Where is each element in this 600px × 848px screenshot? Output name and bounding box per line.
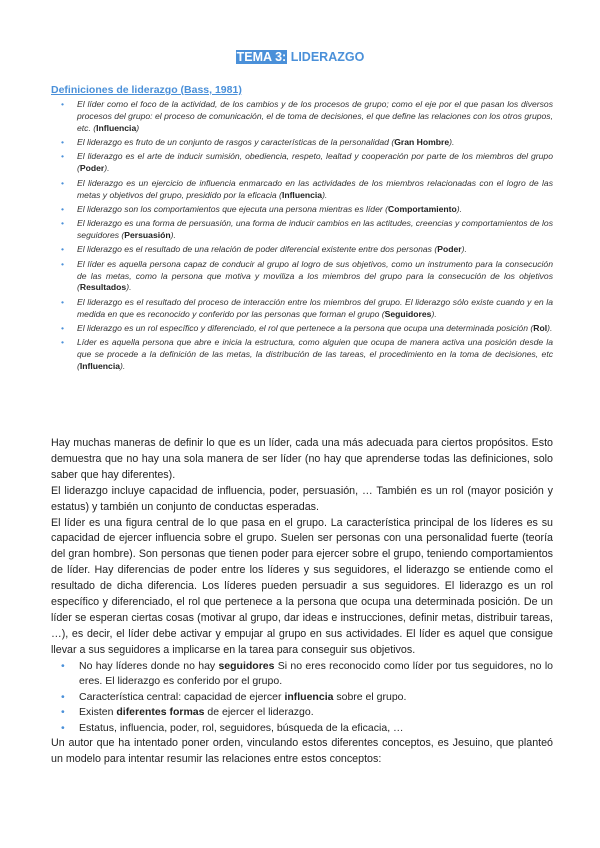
paragraph: Un autor que ha intentado poner orden, vinculando estos diferentes conceptos, es Jesuino, que planteó un modelo para intentar resumir las relaciones entre estos conceptos: — [51, 737, 553, 766]
definition-item: • El liderazgo es fruto de un conjunto de rasgos y características de la personalidad (Gran Hombre). — [61, 137, 455, 148]
definitions-list — [51, 99, 553, 375]
bullet-icon: • — [61, 337, 65, 348]
definition-item: • El líder es aquella persona capaz de conducir al grupo al logro de sus objetivos, como un instrumento para la consecución de las metas, como la persona que motiva y moviliza a los miembros del grupo para la consecución de los objetivos (Resultados). — [61, 258, 553, 293]
bullet-icon: • — [61, 296, 65, 307]
bullet-icon: • — [61, 258, 65, 269]
section-heading: Definiciones de liderazgo (Bass, 1981) — [51, 84, 242, 96]
definition-item: • El liderazgo es un ejercicio de influencia enmarcado en las actividades de los miembros relacionadas con el logro de las metas y objetivos del grupo, presidido por la eficacia (Influencia). — [61, 177, 553, 200]
summary-item: • Estatus, influencia, poder, rol, seguidores, búsqueda de la eficacia, … — [51, 721, 553, 737]
summary-item: • No hay líderes donde no hay seguidores Si no eres reconocido como líder por tus seguidores, no lo eres. El liderazgo es conferido por el grupo. — [61, 659, 553, 688]
definition-item: • El liderazgo es una forma de persuasión, una forma de inducir cambios en las actitudes, creencias y comportamientos de los seguidores (Persuasión). — [61, 218, 553, 241]
definition-item: • El liderazgo es el resultado de una relación de poder diferencial existente entre dos personas (Poder). — [61, 244, 467, 255]
summary-list — [51, 659, 553, 737]
bullet-icon: • — [61, 151, 65, 162]
body-text — [51, 436, 553, 768]
bullet-icon: • — [61, 659, 65, 672]
title-text: LIDERAZGO — [287, 50, 365, 64]
bullet-icon: • — [61, 177, 65, 188]
definition-item: • Líder es aquella persona que abre e inicia la estructura, como alguien que ocupa de manera activa una posición desde la que se procede a la definición de las metas, la distribución de las tareas, el procedimiento en la toma de decisiones, etc (Influencia). — [61, 337, 553, 372]
definition-item: • El líder como el foco de la actividad, de los cambios y de los procesos de grupo; como el eje por el que pasan los diversos procesos del grupo: el proceso de comunicación, el de toma de decisiones, el que define las relaciones con los otros grupos, etc. (Influencia) — [61, 99, 553, 133]
title-highlight: TEMA 3: — [236, 50, 287, 64]
bullet-icon: • — [61, 322, 65, 333]
paragraph: El líder es una figura central de lo que pasa en el grupo. La característica principal de los líderes es su capacidad de ejercer influencia sobre el grupo. Suelen ser personas con una personalidad fuerte (teoría del gran hombre). Son personas que tienen poder para ejercer sobre el grupo, teniendo comportamientos de líder. Hay diferencias de poder entre los líderes y sus seguidores, el liderazgo se entiende como el resultado de dicha diferencia. Los líderes pueden persuadir a sus seguidores. El liderazgo es un rol específico y diferenciado, el rol que pertenece a la persona que ocupa una determinada posición. De un líder se esperan ciertas cosas (motivar al grupo, dar ideas e instrucciones, definir metas, distribuir tareas, …), es decir, el líder debe activar y empujar al grupo en sus actividades. El líder es aquel que consigue llevar a sus seguidores a implicarse en la tarea para conseguir sus objetivos. — [51, 516, 553, 656]
bullet-icon: • — [61, 721, 65, 734]
paragraph: Hay muchas maneras de definir lo que es un líder, cada una más adecuada para ciertos propósitos. Esto demuestra que no hay una sola manera de ser líder (no hay que aprenderse todas las definiciones, solo saber que hay diferentes). — [51, 437, 553, 481]
summary-item: • Característica central: capacidad de ejercer influencia sobre el grupo. — [51, 690, 553, 706]
bullet-icon: • — [61, 99, 65, 109]
bullet-icon: • — [61, 218, 65, 229]
definition-item: • El liderazgo son los comportamientos que ejecuta una persona mientras es líder (Comportamiento). — [61, 203, 462, 214]
definition-item: • El liderazgo es un rol específico y diferenciado, el rol que pertenece a la persona que ocupa una determinada posición (Rol). — [61, 322, 553, 333]
bullet-icon: • — [61, 244, 65, 255]
definition-item: • El liderazgo es el arte de inducir sumisión, obediencia, respeto, lealtad y cooperación por parte de los miembros del grupo (Poder). — [61, 151, 553, 174]
bullet-icon: • — [61, 706, 65, 719]
bullet-icon: • — [61, 690, 65, 703]
paragraph: El liderazgo incluye capacidad de influencia, poder, persuasión, … También es un rol (mayor posición y estatus) y también un conjunto de conductas esperadas. — [51, 484, 553, 513]
summary-item: • Existen diferentes formas de ejercer el liderazgo. — [51, 705, 553, 721]
bullet-icon: • — [61, 137, 65, 148]
bullet-icon: • — [61, 203, 65, 214]
definition-item: • El liderazgo es el resultado del proceso de interacción entre los miembros del grupo. El liderazgo sólo existe cuando y en la medida en que es reconocido y conferido por las personas que forman el grupo (Seguidores). — [61, 296, 553, 319]
page-title — [0, 50, 600, 64]
